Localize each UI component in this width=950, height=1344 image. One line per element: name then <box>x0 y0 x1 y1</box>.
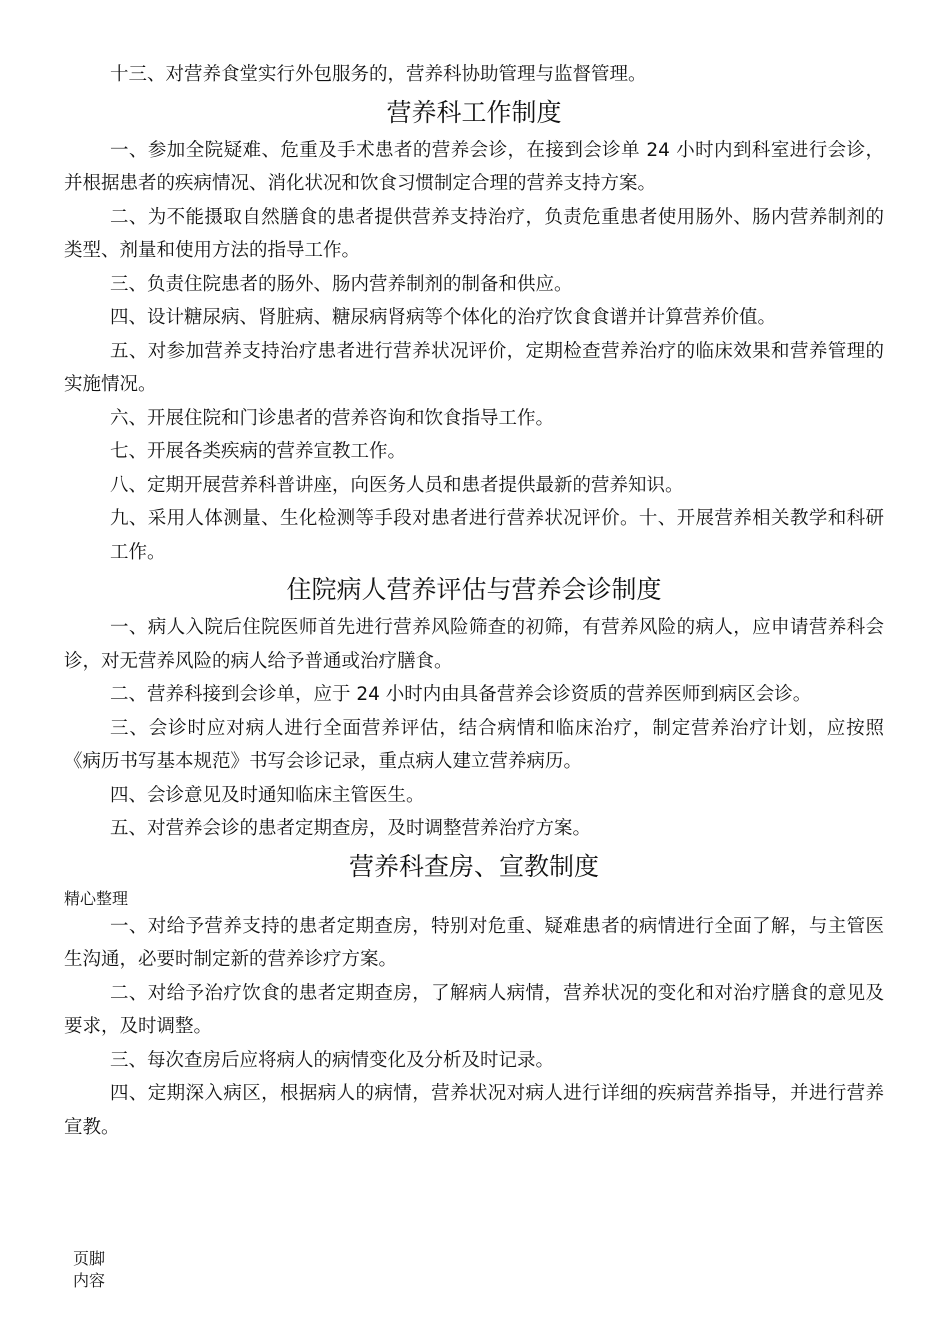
paragraph: 四、定期深入病区，根据病人的病情，营养状况对病人进行详细的疾病营养指导，并进行营养宣教。 <box>64 1083 884 1138</box>
header-note: 精心整理 <box>64 888 129 908</box>
footer-line: 内容 <box>73 1271 106 1290</box>
paragraph: 三、每次查房后应将病人的病情变化及分析及时记录。 <box>110 1049 555 1071</box>
paragraph: 五、对营养会诊的患者定期查房，及时调整营养治疗方案。 <box>110 818 592 839</box>
paragraph: 九、采用人体测量、生化检测等手段对患者进行营养状况评价。十、开展营养相关教学和科研工作。 <box>110 508 884 563</box>
paragraph: 三、会诊时应对病人进行全面营养评估，结合病情和临床治疗，制定营养治疗计划，应按照《病历书写基本规范》书写会诊记录，重点病人建立营养病历。 <box>64 717 884 772</box>
intro-line: 十三、对营养食堂实行外包服务的，营养科协助管理与监督管理。 <box>110 64 647 85</box>
paragraph: 六、开展住院和门诊患者的营养咨询和饮食指导工作。 <box>110 407 555 429</box>
section-title-rounds-education: 营养科查房、宣教制度 <box>348 851 599 881</box>
paragraph: 二、对给予治疗饮食的患者定期查房，了解病人病情，营养状况的变化和对治疗膳食的意见及要求，及时调整。 <box>64 982 884 1037</box>
paragraph: 一、参加全院疑难、危重及手术患者的营养会诊，在接到会诊单 24 小时内到科室进行会诊，并根据患者的疾病情况、消化状况和饮食习惯制定合理的营养支持方案。 <box>64 139 884 194</box>
paragraph: 四、会诊意见及时通知临床主管医生。 <box>110 784 425 806</box>
paragraph: 七、开展各类疾病的营养宣教工作。 <box>110 441 407 462</box>
section-title-work-rules: 营养科工作制度 <box>386 97 562 127</box>
paragraph: 一、病人入院后住院医师首先进行营养风险筛查的初筛，有营养风险的病人，应申请营养科会诊，对无营养风险的病人给予普通或治疗膳食。 <box>64 617 884 672</box>
paragraph: 八、定期开展营养科普讲座，向医务人员和患者提供最新的营养知识。 <box>110 474 684 496</box>
section-title-assessment-consultation: 住院病人营养评估与营养会诊制度 <box>286 575 662 604</box>
page-footer <box>73 1248 105 1292</box>
document-body <box>64 58 884 1144</box>
paragraph: 三、负责住院患者的肠外、肠内营养制剂的制备和供应。 <box>110 273 573 295</box>
paragraph: 四、设计糖尿病、肾脏病、糖尿病肾病等个体化的治疗饮食食谱并计算营养价值。 <box>110 307 777 328</box>
paragraph: 二、为不能摄取自然膳食的患者提供营养支持治疗，负责危重患者使用肠外、肠内营养制剂的类型、剂量和使用方法的指导工作。 <box>64 206 884 261</box>
paragraph: 五、对参加营养支持治疗患者进行营养状况评价，定期检查营养治疗的临床效果和营养管理的实施情况。 <box>64 340 884 395</box>
paragraph: 一、对给予营养支持的患者定期查房，特别对危重、疑难患者的病情进行全面了解，与主管医生沟通，必要时制定新的营养诊疗方案。 <box>64 915 884 970</box>
footer-line: 页脚 <box>73 1249 106 1268</box>
paragraph: 二、营养科接到会诊单，应于 24 小时内由具备营养会诊资质的营养医师到病区会诊。 <box>110 684 812 705</box>
